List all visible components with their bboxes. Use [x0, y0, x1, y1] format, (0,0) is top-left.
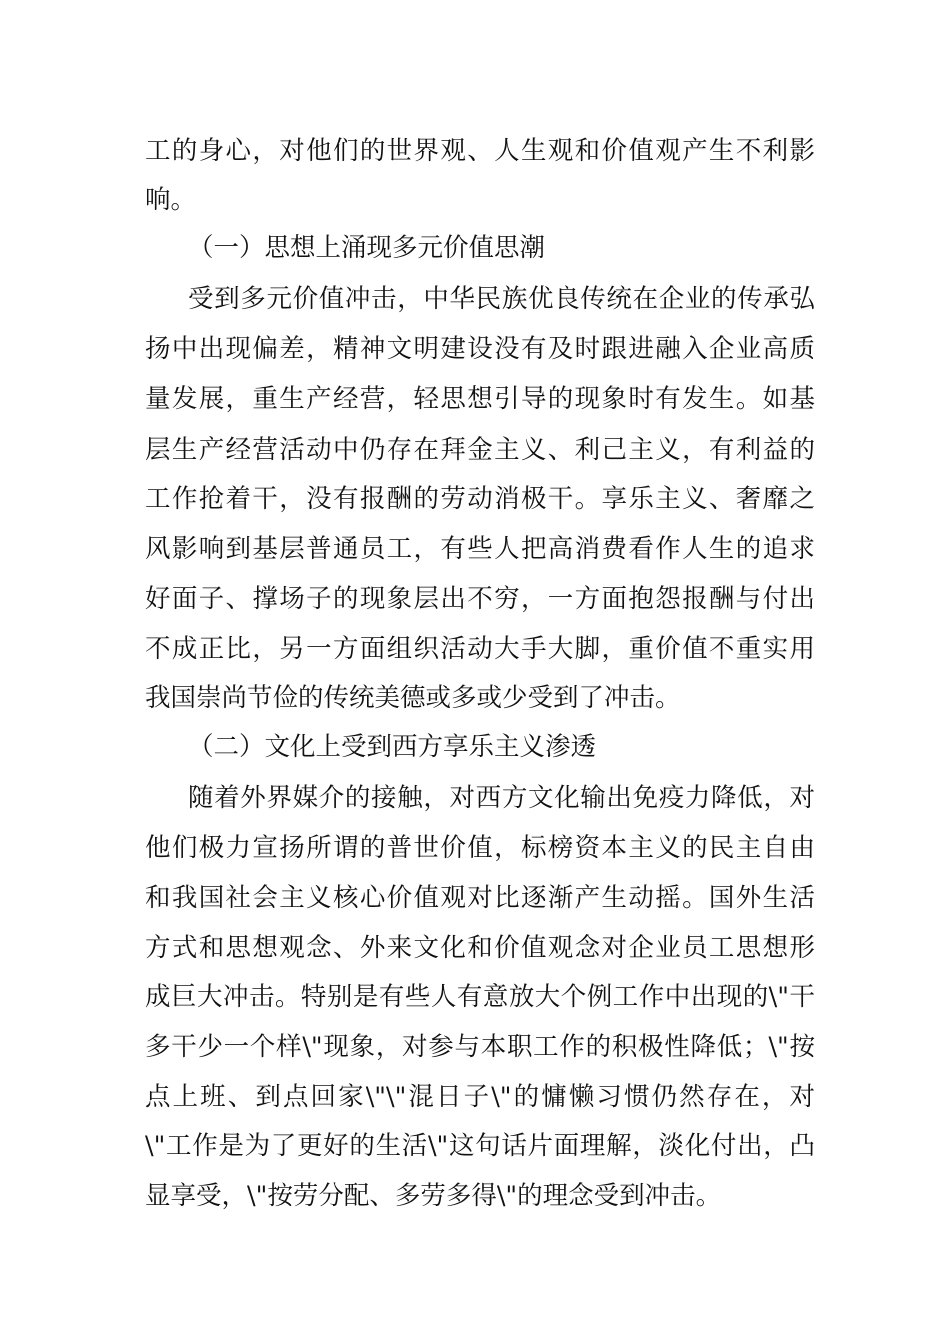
paragraph-3-line-5: 成巨大冲击。特别是有些人有意放大个例工作中出现的\"干	[145, 982, 815, 1012]
paragraph-3-line-6: 多干少一个样\"现象，对参与本职工作的积极性降低；\"按	[145, 1032, 815, 1062]
paragraph-2-line-1: 受到多元价值冲击，中华民族优良传统在企业的传承弘	[188, 284, 815, 314]
paragraph-2-line-3: 量发展，重生产经营，轻思想引导的现象时有发生。如基	[145, 384, 815, 414]
paragraph-3-line-3: 和我国社会主义核心价值观对比逐渐产生动摇。国外生活	[145, 883, 815, 913]
paragraph-2-line-4: 层生产经营活动中仍存在拜金主义、利己主义，有利益的	[145, 435, 815, 465]
paragraph-2-line-5: 工作抢着干，没有报酬的劳动消极干。享乐主义、奢靡之	[145, 484, 815, 514]
section-heading-1: （一）思想上涌现多元价值思潮	[188, 233, 546, 263]
paragraph-3-line-7: 点上班、到点回家\"\"混日子\"的慵懒习惯仍然存在，对	[145, 1082, 815, 1112]
paragraph-1-line-2: 响。	[145, 185, 197, 215]
paragraph-2-line-7: 好面子、撑场子的现象层出不穷，一方面抱怨报酬与付出	[145, 584, 815, 614]
paragraph-3-line-4: 方式和思想观念、外来文化和价值观念对企业员工思想形	[145, 933, 815, 963]
paragraph-3-line-9: 显享受，\"按劳分配、多劳多得\"的理念受到冲击。	[145, 1181, 722, 1211]
paragraph-3-line-2: 他们极力宣扬所谓的普世价值，标榜资本主义的民主自由	[145, 833, 815, 863]
paragraph-3-line-8: \"工作是为了更好的生活\"这句话片面理解，淡化付出，凸	[145, 1131, 815, 1161]
section-heading-2: （二）文化上受到西方享乐主义渗透	[188, 732, 597, 762]
paragraph-2-line-6: 风影响到基层普通员工，有些人把高消费看作人生的追求	[145, 534, 815, 564]
paragraph-1-line-1: 工的身心，对他们的世界观、人生观和价值观产生不利影	[145, 136, 815, 166]
paragraph-2-line-2: 扬中出现偏差，精神文明建设没有及时跟进融入企业高质	[145, 334, 815, 364]
paragraph-3-line-1: 随着外界媒介的接触，对西方文化输出免疫力降低，对	[188, 783, 815, 813]
paragraph-2-line-9: 我国崇尚节俭的传统美德或多或少受到了冲击。	[145, 683, 681, 713]
paragraph-2-line-8: 不成正比，另一方面组织活动大手大脚，重价值不重实用	[145, 634, 815, 664]
